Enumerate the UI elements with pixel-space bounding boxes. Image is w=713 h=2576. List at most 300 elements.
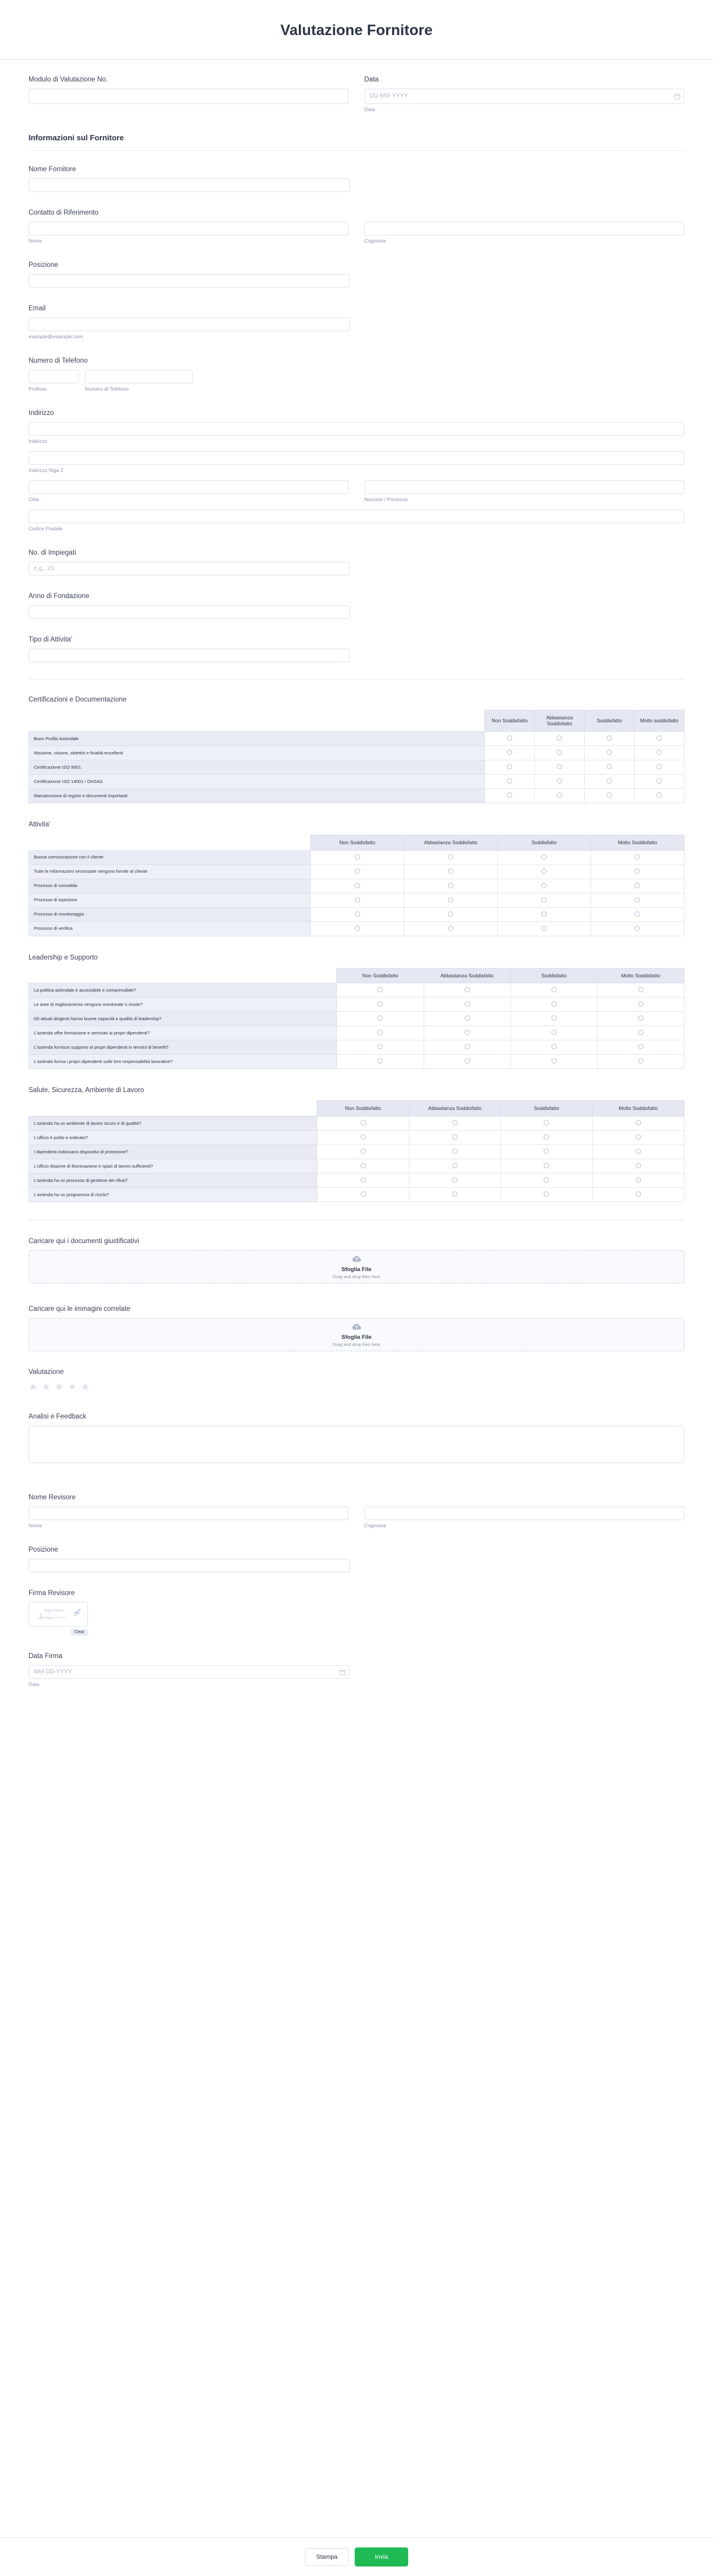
form-body [0, 60, 713, 2537]
radio-icon[interactable] [452, 1120, 458, 1125]
table-row [29, 907, 684, 921]
matrix-radio-cell[interactable] [585, 789, 635, 803]
matrix-radio-cell[interactable] [585, 760, 635, 775]
radio-icon[interactable] [635, 911, 640, 917]
matrix-row-label: Manutenzione di registri e documenti importanti [29, 789, 485, 803]
matrix-column-header: Abbastanza Soddisfatto [409, 1101, 500, 1116]
star-icon[interactable] [81, 1382, 90, 1391]
radio-icon[interactable] [636, 1149, 641, 1154]
radio-icon[interactable] [638, 1001, 643, 1007]
radio-icon[interactable] [465, 1001, 470, 1007]
signature-date-input[interactable] [29, 1665, 350, 1679]
address-state-col [364, 480, 684, 503]
phone-prefix-input[interactable] [29, 370, 79, 383]
matrix-row-label: Missione, visione, obiettivi e finalità eccellenti [29, 746, 485, 760]
matrix-radio-cell[interactable] [501, 1130, 592, 1144]
matrix-radio-cell[interactable] [497, 907, 591, 921]
radio-icon[interactable] [557, 735, 562, 741]
radio-icon[interactable] [551, 1015, 557, 1021]
radio-icon[interactable] [541, 869, 547, 874]
radio-icon[interactable] [638, 1015, 643, 1021]
radio-icon[interactable] [607, 750, 612, 755]
table-row [29, 921, 684, 936]
matrix-radio-cell[interactable] [311, 864, 404, 879]
upload-documents-dropzone[interactable] [29, 1250, 684, 1284]
radio-icon[interactable] [507, 792, 512, 798]
radio-icon[interactable] [544, 1163, 549, 1168]
radio-icon[interactable] [544, 1134, 549, 1140]
matrix-row-label: La politica aziendale è accessibile e comprensibile? [29, 983, 337, 998]
contact-last-name-input[interactable] [364, 222, 684, 235]
radio-icon[interactable] [377, 1015, 383, 1021]
rating-stars[interactable] [29, 1381, 684, 1391]
radio-icon[interactable] [377, 1030, 383, 1035]
matrix-radio-cell[interactable] [485, 746, 535, 760]
email-input[interactable] [29, 317, 350, 331]
matrix-radio-cell[interactable] [535, 732, 585, 746]
supplier-name-input[interactable] [29, 178, 350, 192]
matrix-radio-cell[interactable] [424, 1040, 510, 1055]
matrix-radio-cell[interactable] [585, 775, 635, 789]
matrix-radio-cell[interactable] [497, 864, 591, 879]
radio-icon[interactable] [377, 1058, 383, 1064]
date-field [364, 76, 684, 113]
matrix-row-label: Le aree di miglioramento vengono monitorate o riviste? [29, 998, 337, 1012]
signature-pad[interactable] [29, 1602, 88, 1627]
matrix-radio-cell[interactable] [597, 1026, 684, 1040]
signature-clear-button[interactable]: Clear [71, 1629, 88, 1635]
radio-icon[interactable] [355, 897, 360, 902]
upload-cloud-icon [352, 1322, 362, 1332]
matrix-radio-cell[interactable] [337, 1026, 424, 1040]
matrix-radio-cell[interactable] [592, 1173, 684, 1187]
supplier-name-label: Nome Fornitore [29, 165, 76, 173]
matrix-radio-cell[interactable] [424, 1012, 510, 1026]
matrix-radio-cell[interactable] [337, 1012, 424, 1026]
matrix-radio-cell[interactable] [404, 907, 497, 921]
matrix-column-header: Non Soddisfatto [317, 1101, 409, 1116]
address-zip-input[interactable] [29, 509, 684, 523]
matrix-radio-cell[interactable] [510, 1040, 597, 1055]
radio-icon[interactable] [361, 1120, 366, 1125]
matrix-radio-cell[interactable] [497, 921, 591, 936]
reviewer-first-name-input[interactable] [29, 1506, 349, 1520]
radio-icon[interactable] [355, 854, 360, 860]
matrix-radio-cell[interactable] [510, 998, 597, 1012]
reviewer-signature-label: Firma Revisore [29, 1589, 75, 1597]
radio-icon[interactable] [541, 854, 547, 860]
section-divider-2 [29, 679, 684, 680]
radio-icon[interactable] [557, 750, 562, 755]
radio-icon[interactable] [541, 911, 547, 917]
matrix-radio-cell[interactable] [424, 998, 510, 1012]
radio-icon[interactable] [635, 869, 640, 874]
radio-icon[interactable] [544, 1120, 549, 1125]
matrix-radio-cell[interactable] [535, 746, 585, 760]
matrix-row-label: Processo di ispezione [29, 893, 311, 907]
radio-icon[interactable] [657, 792, 662, 798]
matrix-row-label: Processo di verifica [29, 921, 311, 936]
contact-first-sublabel: Nome [29, 237, 42, 244]
radio-icon[interactable] [607, 735, 612, 741]
print-button[interactable]: Stampa [305, 2548, 349, 2566]
radio-icon[interactable] [361, 1163, 366, 1168]
matrix-radio-cell[interactable] [501, 1187, 592, 1201]
matrix-radio-cell[interactable] [585, 746, 635, 760]
matrix-certifications [29, 696, 684, 803]
matrix-radio-cell[interactable] [597, 1012, 684, 1026]
matrix-radio-cell[interactable] [592, 1116, 684, 1130]
address-line2-input[interactable] [29, 451, 684, 465]
matrix-radio-cell[interactable] [317, 1187, 409, 1201]
reviewer-position-input[interactable] [29, 1559, 350, 1572]
radio-icon[interactable] [607, 778, 612, 784]
address-line1-input[interactable] [29, 422, 684, 436]
matrix-radio-cell[interactable] [591, 921, 684, 936]
matrix-radio-cell[interactable] [592, 1130, 684, 1144]
matrix-row-label: Certificazione ISO 14001 / OHSAS [29, 775, 485, 789]
radio-icon[interactable] [452, 1177, 458, 1182]
radio-icon[interactable] [657, 764, 662, 769]
matrix-radio-cell[interactable] [510, 983, 597, 998]
radio-icon[interactable] [507, 750, 512, 755]
radio-icon[interactable] [448, 926, 453, 931]
matrix-radio-cell[interactable] [317, 1144, 409, 1159]
feedback-label: Analisi e Feedback [29, 1413, 87, 1420]
matrix-radio-cell[interactable] [497, 850, 591, 864]
table-row [29, 864, 684, 879]
upload-documents-field [29, 1237, 684, 1284]
radio-icon[interactable] [657, 778, 662, 784]
section-divider [29, 150, 684, 151]
radio-icon[interactable] [452, 1134, 458, 1140]
radio-icon[interactable] [551, 1001, 557, 1007]
table-row [29, 789, 684, 803]
matrix-radio-cell[interactable] [585, 732, 635, 746]
radio-icon[interactable] [452, 1191, 458, 1197]
table-row [29, 1173, 684, 1187]
date-input[interactable] [364, 89, 684, 104]
matrix-radio-cell[interactable] [311, 893, 404, 907]
matrix-column-header: Soddisfatto [497, 835, 591, 851]
radio-icon[interactable] [448, 897, 453, 902]
matrix-radio-cell[interactable] [485, 789, 535, 803]
matrix-radio-cell[interactable] [635, 789, 684, 803]
matrix-radio-cell[interactable] [597, 983, 684, 998]
supplier-info-heading: Informazioni sul Fornitore [29, 133, 124, 142]
radio-icon[interactable] [448, 869, 453, 874]
radio-icon[interactable] [448, 854, 453, 860]
address-state-input[interactable] [364, 480, 684, 494]
radio-icon[interactable] [465, 987, 470, 992]
radio-icon[interactable] [507, 778, 512, 784]
matrix-radio-cell[interactable] [424, 1026, 510, 1040]
matrix-radio-cell[interactable] [592, 1144, 684, 1159]
address-label: Indirizzo [29, 409, 54, 417]
radio-icon[interactable] [452, 1149, 458, 1154]
matrix-radio-cell[interactable] [317, 1116, 409, 1130]
email-label: Email [29, 304, 46, 312]
matrix-radio-cell[interactable] [635, 746, 684, 760]
employees-input[interactable] [29, 562, 350, 575]
matrix-radio-cell[interactable] [510, 1012, 597, 1026]
matrix-radio-cell[interactable] [535, 760, 585, 775]
matrix-radio-cell[interactable] [497, 893, 591, 907]
radio-icon[interactable] [355, 883, 360, 888]
radio-icon[interactable] [638, 1058, 643, 1064]
matrix-radio-cell[interactable] [409, 1116, 500, 1130]
table-row [29, 1026, 684, 1040]
radio-icon[interactable] [507, 764, 512, 769]
matrix-activities-table [29, 835, 684, 936]
radio-icon[interactable] [557, 792, 562, 798]
matrix-radio-cell[interactable] [635, 760, 684, 775]
star-icon[interactable] [68, 1382, 77, 1391]
matrix-column-header: Molto Soddisfatto [592, 1101, 684, 1116]
upload-images-label: Caricare qui le immagini correlate [29, 1305, 131, 1313]
upload-documents-browse-label[interactable]: Sfoglia File [341, 1266, 372, 1273]
upload-images-field [29, 1305, 684, 1351]
radio-icon[interactable] [465, 1044, 470, 1049]
matrix-radio-cell[interactable] [337, 998, 424, 1012]
radio-icon[interactable] [607, 792, 612, 798]
contact-first-col [29, 222, 349, 244]
contact-first-name-input[interactable] [29, 222, 349, 235]
matrix-corner-cell [29, 710, 485, 731]
radio-icon[interactable] [361, 1134, 366, 1140]
page-title: Valutazione Fornitore [280, 22, 433, 39]
radio-icon[interactable] [355, 926, 360, 931]
radio-icon[interactable] [507, 735, 512, 741]
table-row [29, 1055, 684, 1069]
matrix-radio-cell[interactable] [591, 879, 684, 893]
matrix-radio-cell[interactable] [409, 1173, 500, 1187]
matrix-radio-cell[interactable] [317, 1130, 409, 1144]
employees-label: No. di Impiegati [29, 549, 76, 556]
radio-icon[interactable] [452, 1163, 458, 1168]
matrix-radio-cell[interactable] [592, 1159, 684, 1173]
matrix-radio-cell[interactable] [591, 893, 684, 907]
matrix-leadership [29, 954, 684, 1070]
table-row [29, 1130, 684, 1144]
radio-icon[interactable] [636, 1120, 641, 1125]
reviewer-position-label: Posizione [29, 1546, 58, 1553]
matrix-radio-cell[interactable] [597, 1040, 684, 1055]
matrix-radio-cell[interactable] [404, 879, 497, 893]
radio-icon[interactable] [636, 1191, 641, 1197]
matrix-radio-cell[interactable] [510, 1055, 597, 1069]
radio-icon[interactable] [657, 750, 662, 755]
business-type-field [29, 636, 684, 662]
matrix-radio-cell[interactable] [597, 1055, 684, 1069]
table-row [29, 879, 684, 893]
matrix-radio-cell[interactable] [409, 1187, 500, 1201]
matrix-column-header: Molto Soddisfatto [591, 835, 684, 851]
supplier-position-input[interactable] [29, 274, 350, 288]
matrix-radio-cell[interactable] [535, 789, 585, 803]
matrix-radio-cell[interactable] [317, 1159, 409, 1173]
radio-icon[interactable] [355, 869, 360, 874]
table-row [29, 1159, 684, 1173]
radio-icon[interactable] [541, 897, 547, 902]
radio-icon[interactable] [657, 735, 662, 741]
matrix-activities [29, 821, 684, 936]
supplier-position-field [29, 261, 684, 288]
upload-images-hint: Drag and drop files here [332, 1342, 381, 1348]
upload-images-dropzone[interactable] [29, 1318, 684, 1351]
matrix-row-label: Processo di monitoraggio [29, 907, 311, 921]
star-icon[interactable] [29, 1382, 37, 1391]
phone-label: Numero di Telefono [29, 357, 88, 364]
radio-icon[interactable] [551, 1044, 557, 1049]
radio-icon[interactable] [465, 1015, 470, 1021]
table-row [29, 1116, 684, 1130]
radio-icon[interactable] [551, 1058, 557, 1064]
email-sublabel: example@example.com [29, 333, 83, 339]
radio-icon[interactable] [636, 1177, 641, 1182]
radio-icon[interactable] [361, 1177, 366, 1182]
matrix-radio-cell[interactable] [501, 1173, 592, 1187]
matrix-radio-cell[interactable] [497, 879, 591, 893]
star-icon[interactable] [42, 1382, 51, 1391]
matrix-radio-cell[interactable] [404, 921, 497, 936]
matrix-radio-cell[interactable] [404, 864, 497, 879]
matrix-radio-cell[interactable] [337, 983, 424, 998]
radio-icon[interactable] [448, 883, 453, 888]
radio-icon[interactable] [361, 1149, 366, 1154]
address-field [29, 409, 684, 532]
radio-icon[interactable] [361, 1191, 366, 1197]
matrix-radio-cell[interactable] [337, 1040, 424, 1055]
business-type-input[interactable] [29, 649, 350, 662]
employees-field [29, 549, 684, 575]
founded-year-field [29, 592, 684, 619]
radio-icon[interactable] [377, 1044, 383, 1049]
matrix-radio-cell[interactable] [485, 775, 535, 789]
matrix-radio-cell[interactable] [501, 1116, 592, 1130]
matrix-radio-cell[interactable] [311, 879, 404, 893]
founded-year-label: Anno di Fondazione [29, 592, 90, 600]
matrix-radio-cell[interactable] [501, 1144, 592, 1159]
matrix-row-label: L'azienda offre formazione e seminari ai propri dipendenti? [29, 1026, 337, 1040]
radio-icon[interactable] [638, 987, 643, 992]
radio-icon[interactable] [541, 883, 547, 888]
matrix-radio-cell[interactable] [404, 893, 497, 907]
matrix-row-label: Buona comunicazione con il cliente [29, 850, 311, 864]
matrix-radio-cell[interactable] [409, 1159, 500, 1173]
matrix-row-label: L'azienda forma i propri dipendenti sulle loro responsabilità lavorative? [29, 1055, 337, 1069]
matrix-radio-cell[interactable] [424, 983, 510, 998]
reviewer-last-name-input[interactable] [364, 1506, 684, 1520]
table-row [29, 1040, 684, 1055]
matrix-radio-cell[interactable] [510, 1026, 597, 1040]
radio-icon[interactable] [636, 1134, 641, 1140]
contact-name-field [29, 209, 684, 244]
matrix-radio-cell[interactable] [424, 1055, 510, 1069]
upload-images-browse-label[interactable]: Sfoglia File [341, 1334, 372, 1341]
matrix-radio-cell[interactable] [592, 1187, 684, 1201]
radio-icon[interactable] [638, 1030, 643, 1035]
matrix-radio-cell[interactable] [409, 1130, 500, 1144]
radio-icon[interactable] [544, 1191, 549, 1197]
radio-icon[interactable] [638, 1044, 643, 1049]
radio-icon[interactable] [377, 987, 383, 992]
matrix-row-label: L'azienda ha un processo di gestione dei rifiuti? [29, 1173, 317, 1187]
table-row [29, 732, 684, 746]
matrix-column-header: Soddisfatto [510, 968, 597, 983]
matrix-radio-cell[interactable] [337, 1055, 424, 1069]
upload-cloud-icon [352, 1254, 362, 1264]
radio-icon[interactable] [635, 883, 640, 888]
radio-icon[interactable] [551, 987, 557, 992]
submit-button[interactable]: Invia [355, 2547, 408, 2567]
feedback-textarea[interactable] [29, 1426, 684, 1463]
form-number-input[interactable] [29, 89, 349, 104]
radio-icon[interactable] [465, 1058, 470, 1064]
phone-number-col [85, 370, 193, 392]
radio-icon[interactable] [544, 1149, 549, 1154]
matrix-radio-cell[interactable] [409, 1144, 500, 1159]
reviewer-last-sublabel: Cognome [364, 1522, 386, 1528]
svg-text:Sign Here: Sign Here [43, 1608, 64, 1613]
matrix-radio-cell[interactable] [501, 1159, 592, 1173]
matrix-radio-cell[interactable] [311, 850, 404, 864]
radio-icon[interactable] [355, 911, 360, 917]
matrix-leadership-title: Leadership e Supporto [29, 954, 98, 961]
matrix-radio-cell[interactable] [404, 850, 497, 864]
radio-icon[interactable] [448, 911, 453, 917]
star-icon[interactable] [55, 1382, 64, 1391]
phone-number-input[interactable] [85, 370, 193, 383]
matrix-radio-cell[interactable] [591, 864, 684, 879]
matrix-corner-cell [29, 1101, 317, 1116]
matrix-radio-cell[interactable] [317, 1173, 409, 1187]
matrix-column-header: Non Soddisfatto [337, 968, 424, 983]
founded-year-input[interactable] [29, 605, 350, 619]
radio-icon[interactable] [557, 764, 562, 769]
phone-number-sublabel: Numero di Telefono [85, 385, 129, 392]
matrix-radio-cell[interactable] [311, 921, 404, 936]
matrix-radio-cell[interactable] [535, 775, 585, 789]
radio-icon[interactable] [636, 1163, 641, 1168]
matrix-radio-cell[interactable] [635, 775, 684, 789]
signature-placeholder-graphic [29, 1602, 87, 1626]
radio-icon[interactable] [635, 926, 640, 931]
matrix-radio-cell[interactable] [311, 907, 404, 921]
matrix-radio-cell[interactable] [591, 907, 684, 921]
radio-icon[interactable] [377, 1001, 383, 1007]
matrix-row-label: Gli attuali dirigenti hanno buone capacità e qualità di leadership? [29, 1012, 337, 1026]
address-city-input[interactable] [29, 480, 349, 494]
radio-icon[interactable] [635, 854, 640, 860]
radio-icon[interactable] [541, 926, 547, 931]
table-header-row [29, 968, 684, 983]
table-row [29, 1012, 684, 1026]
radio-icon[interactable] [557, 778, 562, 784]
radio-icon[interactable] [607, 764, 612, 769]
radio-icon[interactable] [551, 1030, 557, 1035]
matrix-column-header: Abbastanza Soddisfatto [404, 835, 497, 851]
matrix-radio-cell[interactable] [591, 850, 684, 864]
matrix-radio-cell[interactable] [635, 732, 684, 746]
phone-prefix-col [29, 370, 79, 392]
radio-icon[interactable] [544, 1177, 549, 1182]
matrix-radio-cell[interactable] [485, 760, 535, 775]
radio-icon[interactable] [465, 1030, 470, 1035]
matrix-radio-cell[interactable] [485, 732, 535, 746]
matrix-radio-cell[interactable] [597, 998, 684, 1012]
radio-icon[interactable] [635, 897, 640, 902]
